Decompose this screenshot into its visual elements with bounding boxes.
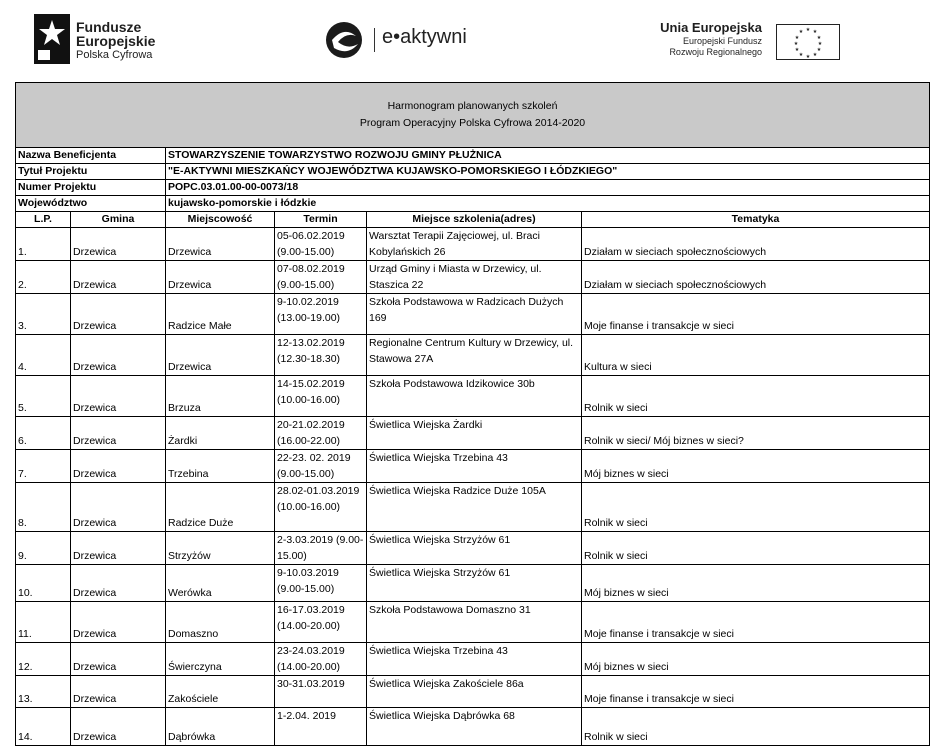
cell-miejsce: Świetlica Wiejska Żardki	[367, 417, 582, 450]
cell-tematyka: Rolnik w sieci/ Mój biznes w sieci?	[582, 417, 930, 450]
table-row	[16, 643, 930, 676]
fundusze-line1: Fundusze	[76, 19, 142, 35]
table-row	[16, 228, 930, 261]
table-row	[16, 708, 930, 746]
page-subtitle: Program Operacyjny Polska Cyfrowa 2014-2020	[359, 117, 586, 129]
cell-miejsce: Świetlica Wiejska Trzebina 43	[367, 450, 582, 483]
cell-miejsce: Szkoła Podstawowa Domaszno 31	[367, 602, 582, 643]
logo-separator	[374, 28, 375, 52]
cell-miejsce: Świetlica Wiejska Trzebina 43	[367, 643, 582, 676]
column-header-lp: L.P.	[16, 212, 71, 228]
table-row	[16, 376, 930, 417]
cell-lp: 2.	[16, 261, 71, 294]
page-title: Harmonogram planowanych szkoleń	[387, 100, 558, 112]
cell-tematyka: Działam w sieciach społecznościowych	[582, 228, 930, 261]
column-header-gmina: Gmina	[71, 212, 166, 228]
cell-termin: 9-10.03.2019 (9.00-15.00)	[275, 565, 367, 602]
cell-tematyka: Rolnik w sieci	[582, 483, 930, 532]
cell-termin: 22-23. 02. 2019 (9.00-15.00)	[275, 450, 367, 483]
column-header-row	[16, 212, 930, 228]
cell-lp: 3.	[16, 294, 71, 335]
schedule-table	[15, 82, 930, 746]
cell-tematyka: Moje finanse i transakcje w sieci	[582, 294, 930, 335]
cell-gmina: Drzewica	[71, 261, 166, 294]
info-value: STOWARZYSZENIE TOWARZYSTWO ROZWOJU GMINY PŁUŻNICA	[166, 148, 930, 164]
fundusze-line2: Europejskie	[76, 33, 156, 49]
svg-text:★: ★	[817, 41, 823, 47]
cell-tematyka: Rolnik w sieci	[582, 708, 930, 746]
cell-miejscowosc: Werówka	[166, 565, 275, 602]
table-row	[16, 532, 930, 565]
info-value: "E-AKTYWNI MIESZKAŃCY WOJEWÓDZTWA KUJAWSKO-POMORSKIEGO I ŁÓDZKIEGO"	[166, 164, 930, 180]
cell-tematyka: Mój biznes w sieci	[582, 643, 930, 676]
cell-miejscowosc: Radzice Duże	[166, 483, 275, 532]
cell-termin: 30-31.03.2019	[275, 676, 367, 708]
cell-termin: 28.02-01.03.2019 (10.00-16.00)	[275, 483, 367, 532]
cell-lp: 9.	[16, 532, 71, 565]
cell-tematyka: Kultura w sieci	[582, 335, 930, 376]
cell-lp: 6.	[16, 417, 71, 450]
cell-termin: 05-06.02.2019 (9.00-15.00)	[275, 228, 367, 261]
cell-miejscowosc: Dąbrówka	[166, 708, 275, 746]
info-value: POPC.03.01.00-00-0073/18	[166, 180, 930, 196]
fundusze-europejskie-logo	[34, 14, 174, 66]
cell-miejsce: Szkoła Podstawowa Idzikowice 30b	[367, 376, 582, 417]
column-header-termin: Termin	[275, 212, 367, 228]
cell-miejscowosc: Trzebina	[166, 450, 275, 483]
cell-tematyka: Rolnik w sieci	[582, 376, 930, 417]
cell-miejsce: Świetlica Wiejska Strzyżów 61	[367, 532, 582, 565]
cell-termin: 20-21.02.2019 (16.00-22.00)	[275, 417, 367, 450]
cell-tematyka: Mój biznes w sieci	[582, 565, 930, 602]
cell-miejscowosc: Drzewica	[166, 228, 275, 261]
cell-miejsce: Świetlica Wiejska Strzyżów 61	[367, 565, 582, 602]
cell-lp: 5.	[16, 376, 71, 417]
cell-miejsce: Warsztat Terapii Zajęciowej, ul. Braci Kobylańskich 26	[367, 228, 582, 261]
cell-gmina: Drzewica	[71, 294, 166, 335]
info-label: Nazwa Beneficjenta	[16, 148, 166, 164]
cell-miejsce: Świetlica Wiejska Dąbrówka 68	[367, 708, 582, 746]
table-row	[16, 483, 930, 532]
cell-tematyka: Rolnik w sieci	[582, 532, 930, 565]
cell-tematyka: Działam w sieciach społecznościowych	[582, 261, 930, 294]
cell-tematyka: Moje finanse i transakcje w sieci	[582, 602, 930, 643]
cell-gmina: Drzewica	[71, 483, 166, 532]
cell-gmina: Drzewica	[71, 565, 166, 602]
e-aktywni-logo	[322, 20, 502, 60]
table-row	[16, 450, 930, 483]
cell-lp: 1.	[16, 228, 71, 261]
cell-lp: 8.	[16, 483, 71, 532]
table-body	[16, 228, 930, 746]
cell-miejscowosc: Domaszno	[166, 602, 275, 643]
info-value: kujawsko-pomorskie i łódzkie	[166, 196, 930, 212]
fundusze-line3: Polska Cyfrowa	[76, 49, 153, 61]
cell-miejsce: Regionalne Centrum Kultury w Drzewicy, ul. Stawowa 27A	[367, 335, 582, 376]
cell-lp: 7.	[16, 450, 71, 483]
cell-gmina: Drzewica	[71, 376, 166, 417]
table-row	[16, 676, 930, 708]
svg-text:★: ★	[805, 27, 811, 33]
cell-termin: 1-2.04. 2019	[275, 708, 367, 746]
table-row	[16, 294, 930, 335]
cell-tematyka: Moje finanse i transakcje w sieci	[582, 676, 930, 708]
svg-text:★: ★	[812, 52, 818, 58]
ue-line3: Rozwoju Regionalnego	[669, 47, 762, 57]
cell-gmina: Drzewica	[71, 708, 166, 746]
cell-termin: 07-08.02.2019 (9.00-15.00)	[275, 261, 367, 294]
cell-miejsce: Świetlica Wiejska Zakościele 86a	[367, 676, 582, 708]
cell-lp: 10.	[16, 565, 71, 602]
info-row	[16, 148, 930, 164]
cell-miejsce: Świetlica Wiejska Radzice Duże 105A	[367, 483, 582, 532]
fundusze-star-icon	[34, 14, 70, 64]
cell-gmina: Drzewica	[71, 335, 166, 376]
ue-line2: Europejski Fundusz	[682, 36, 762, 46]
info-row	[16, 180, 930, 196]
eu-flag-icon	[776, 24, 840, 60]
cell-miejscowosc: Drzewica	[166, 261, 275, 294]
svg-text:★: ★	[794, 35, 800, 41]
cell-lp: 4.	[16, 335, 71, 376]
cell-gmina: Drzewica	[71, 643, 166, 676]
cell-lp: 12.	[16, 643, 71, 676]
cell-gmina: Drzewica	[71, 676, 166, 708]
cell-lp: 14.	[16, 708, 71, 746]
cell-miejscowosc: Brzuza	[166, 376, 275, 417]
info-row	[16, 196, 930, 212]
cell-miejsce: Urząd Gminy i Miasta w Drzewicy, ul. Staszica 22	[367, 261, 582, 294]
table-row	[16, 565, 930, 602]
table-row	[16, 602, 930, 643]
info-label: Województwo	[16, 196, 166, 212]
table-row	[16, 261, 930, 294]
column-header-miejsce: Miejsce szkolenia(adres)	[367, 212, 582, 228]
cell-gmina: Drzewica	[71, 228, 166, 261]
table-row	[16, 335, 930, 376]
info-label: Tytuł Projektu	[16, 164, 166, 180]
cell-gmina: Drzewica	[71, 602, 166, 643]
e-aktywni-wordmark: e•aktywni	[382, 26, 467, 48]
svg-text:★: ★	[794, 47, 800, 53]
logo-bar	[0, 0, 946, 78]
cell-gmina: Drzewica	[71, 450, 166, 483]
cell-termin: 12-13.02.2019 (12.30-18.30)	[275, 335, 367, 376]
cell-miejscowosc: Zakościele	[166, 676, 275, 708]
cell-termin: 2-3.03.2019 (9.00-15.00)	[275, 532, 367, 565]
e-aktywni-swirl-icon	[322, 20, 366, 60]
column-header-tematyka: Tematyka	[582, 212, 930, 228]
info-label: Numer Projektu	[16, 180, 166, 196]
svg-text:★: ★	[812, 29, 818, 35]
ue-line1: Unia Europejska	[660, 20, 762, 35]
cell-miejscowosc: Drzewica	[166, 335, 275, 376]
svg-text:★: ★	[793, 41, 799, 47]
table-row	[16, 417, 930, 450]
info-row	[16, 164, 930, 180]
column-header-miejscowosc: Miejscowość	[166, 212, 275, 228]
svg-text:★: ★	[798, 29, 804, 35]
unia-europejska-logo	[650, 20, 850, 64]
cell-gmina: Drzewica	[71, 532, 166, 565]
svg-text:★: ★	[805, 54, 811, 59]
cell-termin: 16-17.03.2019 (14.00-20.00)	[275, 602, 367, 643]
svg-text:★: ★	[816, 35, 822, 41]
cell-termin: 23-24.03.2019 (14.00-20.00)	[275, 643, 367, 676]
table-header	[16, 83, 930, 148]
cell-miejsce: Szkoła Podstawowa w Radzicach Dużych 169	[367, 294, 582, 335]
cell-miejscowosc: Strzyżów	[166, 532, 275, 565]
cell-miejscowosc: Radzice Małe	[166, 294, 275, 335]
cell-lp: 11.	[16, 602, 71, 643]
cell-gmina: Drzewica	[71, 417, 166, 450]
cell-miejscowosc: Żardki	[166, 417, 275, 450]
cell-termin: 14-15.02.2019 (10.00-16.00)	[275, 376, 367, 417]
cell-lp: 13.	[16, 676, 71, 708]
cell-miejscowosc: Świerczyna	[166, 643, 275, 676]
cell-tematyka: Mój biznes w sieci	[582, 450, 930, 483]
svg-text:★: ★	[798, 52, 804, 58]
svg-text:★: ★	[816, 47, 822, 53]
cell-termin: 9-10.02.2019 (13.00-19.00)	[275, 294, 367, 335]
